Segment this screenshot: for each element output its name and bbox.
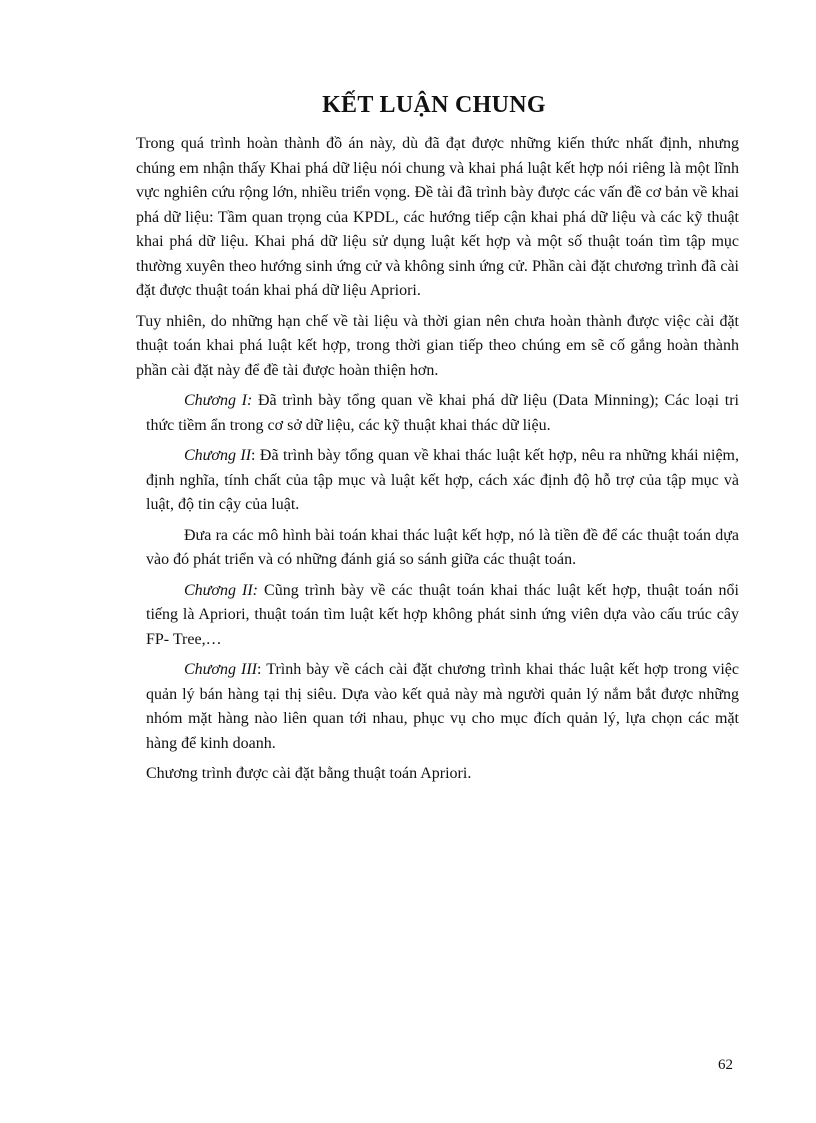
chapter-3-label: Chương III	[184, 661, 257, 678]
chapter-2-label: Chương II	[184, 447, 252, 464]
paragraph-chapter-3	[146, 658, 739, 756]
paragraph-chapter-1	[146, 389, 739, 438]
paragraph-limitations: Tuy nhiên, do những hạn chế về tài liệu và thời gian nên chưa hoàn thành được việc cài đặt thuật toán khai phá luật kết hợp, trong thời gian tiếp theo chúng em sẽ cố gắng hoàn thành phần cài đặt này để đề tài được hoàn thiện hơn.	[136, 312, 739, 379]
paragraph-chapter-2b	[146, 579, 739, 653]
paragraph-models: Đưa ra các mô hình bài toán khai thác luật kết hợp, nó là tiền đề để các thuật toán dựa vào đó phát triển và có những đánh giá so sánh giữa các thuật toán.	[146, 526, 739, 568]
chapter-2b-label: Chương II:	[184, 581, 258, 599]
chapter-1-text: Đã trình bày tổng quan về khai phá dữ liệu (Data Minning); Các loại tri thức tiềm ẩn trong cơ sở dữ liệu, các kỹ thuật khai thác dữ liệu.	[146, 392, 739, 434]
document-body	[136, 132, 739, 793]
paragraph-chapter-2	[146, 444, 739, 518]
page-title: KẾT LUẬN CHUNG	[322, 92, 546, 118]
chapter-2-text: : Đã trình bày tổng quan về khai thác luật kết hợp, nêu ra những khái niệm, định nghĩa, tính chất của tập mục và luật kết hợp, cách xác định độ hỗ trợ của tập mục và luật, độ tin cậy của luật.	[146, 447, 739, 513]
page-number: 62	[718, 1057, 733, 1073]
paragraph-intro: Trong quá trình hoàn thành đồ án này, dù đã đạt được những kiến thức nhất định, nhưng chúng em nhận thấy Khai phá dữ liệu nói chung và khai phá luật kết hợp nói riêng là một lĩnh vực nghiên cứu rộng lớn, nhiều triển vọng. Đề tài đã trình bày được các vấn đề cơ bản về khai phá dữ liệu: Tầm quan trọng của KPDL, các hướng tiếp cận khai phá dữ liệu và các kỹ thuật khai phá dữ liệu. Khai phá dữ liệu sử dụng luật kết hợp và một số thuật toán tìm tập mục thường xuyên theo hướng sinh ứng cử và không sinh ứng cử. Phần cài đặt chương trình đã cài đặt được thuật toán khai phá dữ liệu Apriori.	[136, 135, 739, 299]
chapter-2b-text: Cũng trình bày về các thuật toán khai thác luật kết hợp, thuật toán nổi tiếng là Apriori, thuật toán tìm luật kết hợp không phát sinh ứng viên dựa vào cấu trúc cây FP- Tree,…	[146, 581, 739, 648]
chapter-3-text: : Trình bày về cách cài đặt chương trình khai thác luật kết hợp trong việc quản lý bán hàng tại thị siêu. Dựa vào kết quả này mà người quản lý nắm bắt được những nhóm mặt hàng nào liên quan tới nhau, phục vụ cho mục đích quản lý, lựa chọn các mặt hàng để kinh doanh.	[146, 661, 739, 752]
paragraph-closing: Chương trình được cài đặt bằng thuật toán Apriori.	[146, 765, 472, 782]
chapter-1-label: Chương I:	[184, 392, 253, 409]
